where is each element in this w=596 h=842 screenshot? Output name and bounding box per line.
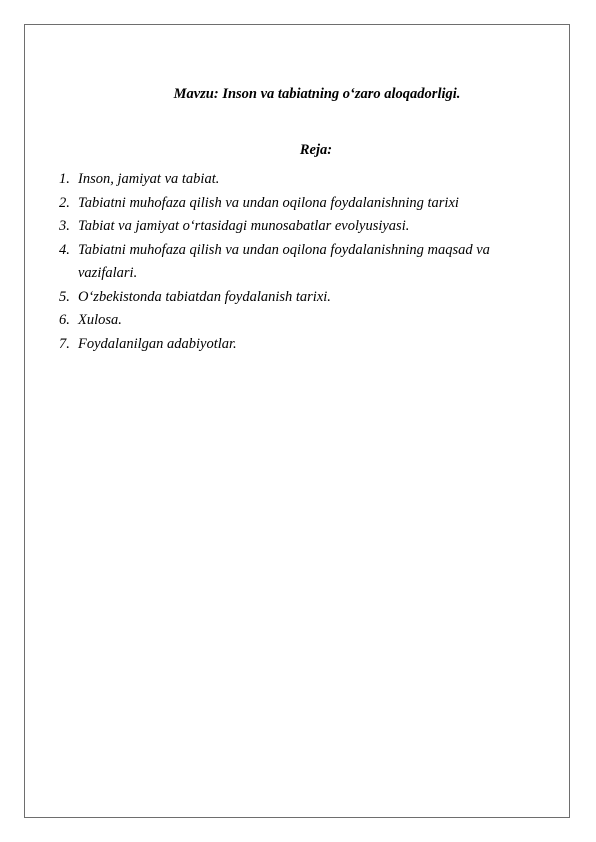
plan-item-number: 7. <box>59 335 70 352</box>
plan-item <box>59 333 549 357</box>
plan-item-text: Tabiat va jamiyat o‘rtasidagi munosabatlar evolyusiyasi. <box>78 218 410 234</box>
plan-item-number: 3. <box>59 218 70 234</box>
plan-item-text: Tabiatni muhofaza qilish va undan oqilona foydalanishning tarixi <box>78 194 459 211</box>
document-title: Mavzu: Inson va tabiatning o‘zaro aloqadorligi. <box>173 86 461 102</box>
plan-item-number: 6. <box>59 312 70 328</box>
plan-item-number: 1. <box>59 171 70 187</box>
plan-item-text: Xulosa. <box>78 312 122 328</box>
plan-item <box>59 239 549 286</box>
plan-item <box>59 168 549 192</box>
plan-item-text: O‘zbekistonda tabiatdan foydalanish tarixi. <box>78 288 331 305</box>
plan-item-text: Foydalanilgan adabiyotlar. <box>78 335 237 352</box>
plan-item-number: 2. <box>59 194 70 211</box>
plan-item-text: Tabiatni muhofaza qilish va undan oqilona foydalanishning maqsad va vazifalari. <box>78 241 490 281</box>
plan-item <box>59 215 549 239</box>
plan-item <box>59 192 549 216</box>
plan-item <box>59 309 549 333</box>
plan-item-number: 5. <box>59 288 70 305</box>
plan-heading: Reja: <box>299 142 333 158</box>
plan-item <box>59 286 549 310</box>
plan-list <box>59 168 549 356</box>
plan-item-number: 4. <box>59 241 70 258</box>
plan-item-text: Inson, jamiyat va tabiat. <box>78 171 220 187</box>
